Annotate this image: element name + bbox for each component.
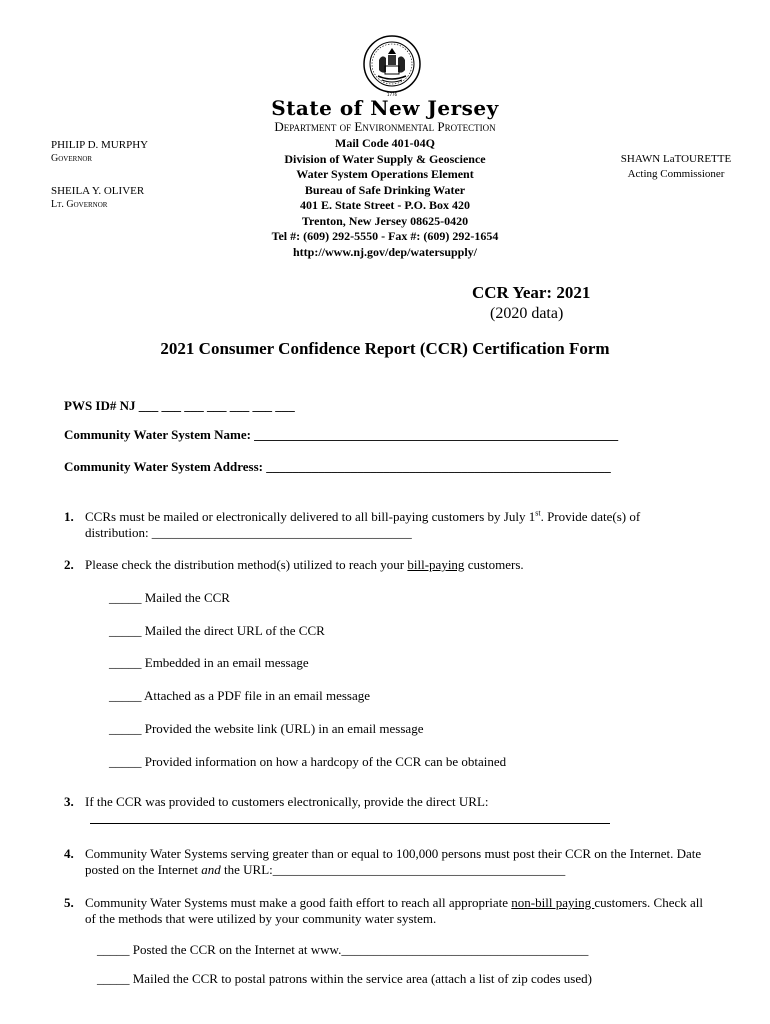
question-text: CCRs must be mailed or electronically delivered to all bill-paying customers by July 1 (85, 509, 536, 524)
underlined-term: bill-paying (407, 557, 465, 572)
commissioner-name: SHAWN LaTOURETTE (620, 153, 732, 165)
lt-governor-title: Lt. Governor (51, 199, 108, 210)
direct-url-field[interactable] (90, 823, 610, 824)
question-number: 3. (64, 794, 74, 809)
state-title: State of New Jersey (271, 96, 499, 120)
question-number: 1. (64, 509, 74, 524)
question-number: 5. (64, 895, 74, 910)
bureau: Bureau of Safe Drinking Water (304, 182, 466, 197)
q2-option-mailed[interactable]: _____ Mailed the CCR (109, 590, 230, 605)
q5-option-postal-patrons[interactable]: _____ Mailed the CCR to postal patrons within the service area (attach a list of zip codes used) (97, 971, 592, 986)
q2-option-pdf-attachment[interactable]: _____ Attached as a PDF file in an email message (109, 688, 371, 703)
mail-code: Mail Code 401-04Q (335, 136, 435, 150)
q2-option-website-link[interactable]: _____ Provided the website link (URL) in an email message (109, 721, 424, 736)
question-number: 2. (64, 557, 74, 572)
system-name-field[interactable]: Community Water System Name: ________________________________________________________ (64, 427, 619, 442)
pws-id-field[interactable]: PWS ID# NJ ___ ___ ___ ___ ___ ___ ___ (64, 398, 295, 413)
ccr-year: CCR Year: 2021 (472, 283, 591, 302)
q5-option-posted-internet[interactable]: _____ Posted the CCR on the Internet at www.______________________________________ (97, 942, 589, 957)
distribution-date-field[interactable]: . Provide date(s) of distribution: ________________________________________ (85, 509, 641, 540)
underlined-term: non-bill paying (511, 895, 595, 910)
street-address: 401 E. State Street - P.O. Box 420 (300, 198, 470, 212)
ccr-data-year: (2020 data) (490, 305, 564, 322)
emphasis: and (201, 862, 221, 877)
website-url: http://www.nj.gov/dep/watersupply/ (292, 244, 478, 259)
governor-title: Governor (51, 153, 93, 164)
governor-name: PHILIP D. MURPHY (51, 139, 149, 151)
city-address: Trenton, New Jersey 08625-0420 (301, 213, 469, 228)
question-5 (64, 895, 704, 927)
q2-option-embedded-email[interactable]: _____ Embedded in an email message (109, 655, 309, 670)
question-text: Community Water Systems must make a good faith effort to reach all appropriate (85, 895, 512, 910)
question-3 (64, 794, 704, 810)
lt-governor-name: SHEILA Y. OLIVER (51, 185, 145, 197)
form-title: 2021 Consumer Confidence Report (CCR) Certification Form (160, 339, 610, 358)
question-1 (64, 509, 704, 541)
phone-fax: Tel #: (609) 292-5550 - Fax #: (609) 292-1654 (271, 229, 499, 243)
question-text: Community Water Systems serving greater than or equal to 100,000 persons must post their CCR on the Internet. Date posted on the Internet (85, 846, 702, 877)
state-seal-icon (362, 34, 422, 98)
division: Division of Water Supply & Geoscience (284, 151, 486, 166)
question-text: If the CCR was provided to customers electronically, provide the direct URL: (85, 794, 489, 809)
question-number: 4. (64, 846, 74, 861)
internet-url-field[interactable]: the URL:_____________________________________________ (220, 862, 566, 877)
question-text: Please check the distribution method(s) utilized to reach your (85, 557, 408, 572)
svg-text:1776: 1776 (386, 92, 398, 97)
q2-option-hardcopy-info[interactable]: _____ Provided information on how a hardcopy of the CCR can be obtained (109, 754, 507, 769)
system-address-field[interactable]: Community Water System Address: _____________________________________________________ (64, 459, 611, 474)
question-text-end: customers. Check all of the methods that were utilized by your community water system. (85, 895, 704, 926)
question-4 (64, 846, 704, 878)
left-officials (51, 139, 148, 211)
question-2 (64, 557, 704, 573)
element: Water System Operations Element (296, 167, 474, 181)
department-name: Department of Environmental Protection (274, 119, 496, 134)
question-text-end: customers. (464, 557, 524, 572)
superscript: st (535, 508, 541, 518)
commissioner-title: Acting Commissioner (627, 167, 725, 180)
q2-option-mailed-url[interactable]: _____ Mailed the direct URL of the CCR (109, 623, 325, 638)
right-official (618, 152, 734, 181)
